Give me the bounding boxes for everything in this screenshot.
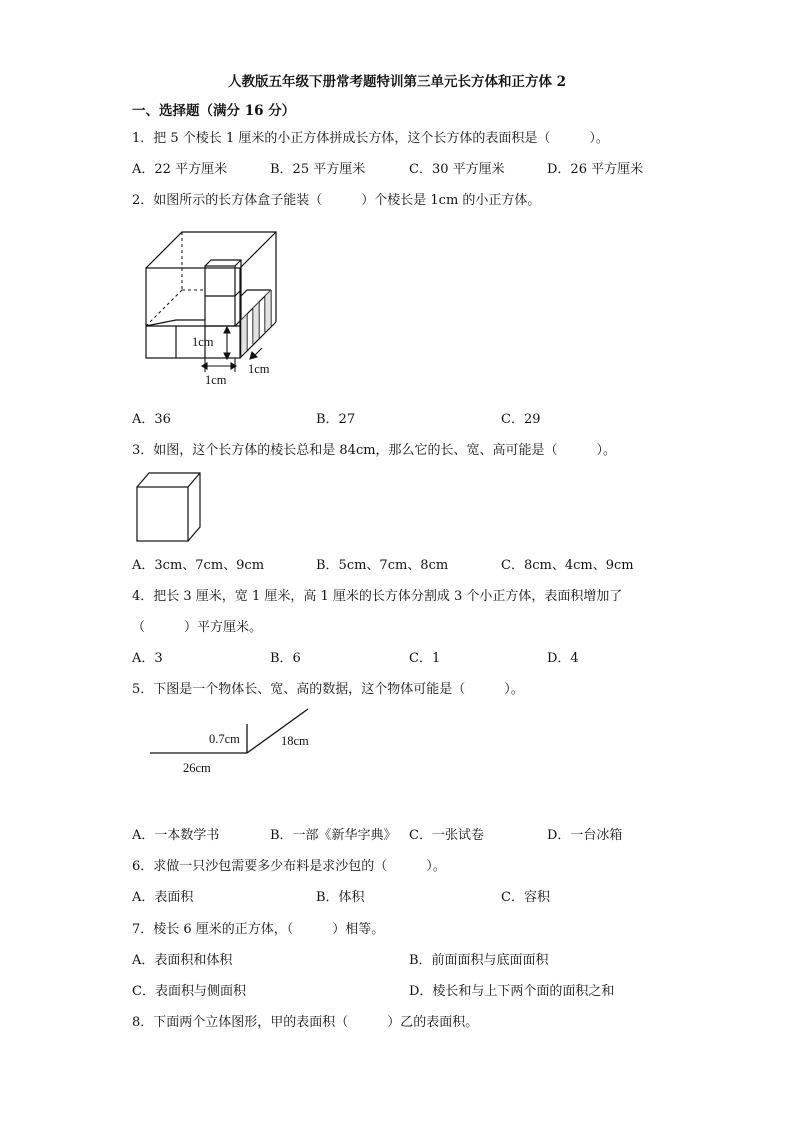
q1-option-a[interactable]: A．22 平方厘米 <box>132 162 228 177</box>
q7-option-a[interactable]: A．表面积和体积 <box>132 953 233 968</box>
question-1-stem: 1．把 5 个棱长 1 厘米的小正方体拼成长方体，这个长方体的表面积是（ ）。 <box>132 131 609 146</box>
dimension-lines-figure <box>146 704 316 780</box>
q4-option-d[interactable]: D．4 <box>547 651 579 666</box>
q3-option-a[interactable]: A．3cm、7cm、9cm <box>132 558 265 573</box>
q1-option-d[interactable]: D．26 平方厘米 <box>547 162 644 177</box>
height-label: 0.7cm <box>209 732 240 746</box>
q1-option-c[interactable]: C．30 平方厘米 <box>409 162 505 177</box>
height-label: 1cm <box>192 335 214 349</box>
width-label: 18cm <box>281 734 309 748</box>
q1-option-b[interactable]: B．25 平方厘米 <box>270 162 366 177</box>
q7-option-b[interactable]: B．前面面积与底面面积 <box>409 953 549 968</box>
length-label: 26cm <box>183 761 211 775</box>
box-with-cubes-figure <box>140 228 290 393</box>
q2-option-c[interactable]: C．29 <box>501 412 541 427</box>
question-8-stem: 8．下面两个立体图形，甲的表面积（ ）乙的表面积。 <box>132 1015 479 1030</box>
q5-option-a[interactable]: A．一本数学书 <box>132 828 220 843</box>
q6-option-a[interactable]: A．表面积 <box>132 890 194 905</box>
q5-option-d[interactable]: D．一台冰箱 <box>547 828 623 843</box>
q2-option-a[interactable]: A．36 <box>132 412 171 427</box>
question-5-stem: 5．下图是一个物体长、宽、高的数据，这个物体可能是（ ）。 <box>132 682 524 697</box>
q2-option-b[interactable]: B．27 <box>316 412 356 427</box>
q3-option-b[interactable]: B．5cm、7cm、8cm <box>316 558 449 573</box>
q7-option-d[interactable]: D．棱长和与上下两个面的面积之和 <box>409 984 615 999</box>
q4-option-c[interactable]: C．1 <box>409 651 441 666</box>
q5-option-b[interactable]: B．一部《新华字典》 <box>270 828 397 843</box>
page-title: 人教版五年级下册常考题特训第三单元长方体和正方体 2 <box>227 74 567 90</box>
q5-option-c[interactable]: C．一张试卷 <box>409 828 484 843</box>
question-2-stem: 2．如图所示的长方体盒子能装（ ）个棱长是 1cm 的小正方体。 <box>132 193 541 208</box>
question-7-stem: 7．棱长 6 厘米的正方体，（ ）相等。 <box>132 922 385 937</box>
q4-option-a[interactable]: A．3 <box>132 651 163 666</box>
question-6-stem: 6．求做一只沙包需要多少布料是求沙包的（ ）。 <box>132 859 446 874</box>
q6-option-b[interactable]: B．体积 <box>316 890 365 905</box>
cuboid-figure <box>134 470 204 544</box>
section-heading: 一、选择题（满分 16 分） <box>132 103 296 119</box>
width-label: 1cm <box>248 362 270 376</box>
q3-option-c[interactable]: C．8cm、4cm、9cm <box>501 558 634 573</box>
q6-option-c[interactable]: C．容积 <box>501 890 550 905</box>
q7-option-c[interactable]: C．表面积与侧面积 <box>132 984 246 999</box>
q4-option-b[interactable]: B．6 <box>270 651 301 666</box>
question-4-stem-cont: （ ）平方厘米。 <box>132 620 263 635</box>
question-4-stem: 4．把长 3 厘米，宽 1 厘米，高 1 厘米的长方体分割成 3 个小正方体，表面积增加了 <box>132 589 623 604</box>
length-label: 1cm <box>205 373 227 387</box>
question-3-stem: 3．如图，这个长方体的棱长总和是 84cm，那么它的长、宽、高可能是（ ）。 <box>132 443 617 458</box>
